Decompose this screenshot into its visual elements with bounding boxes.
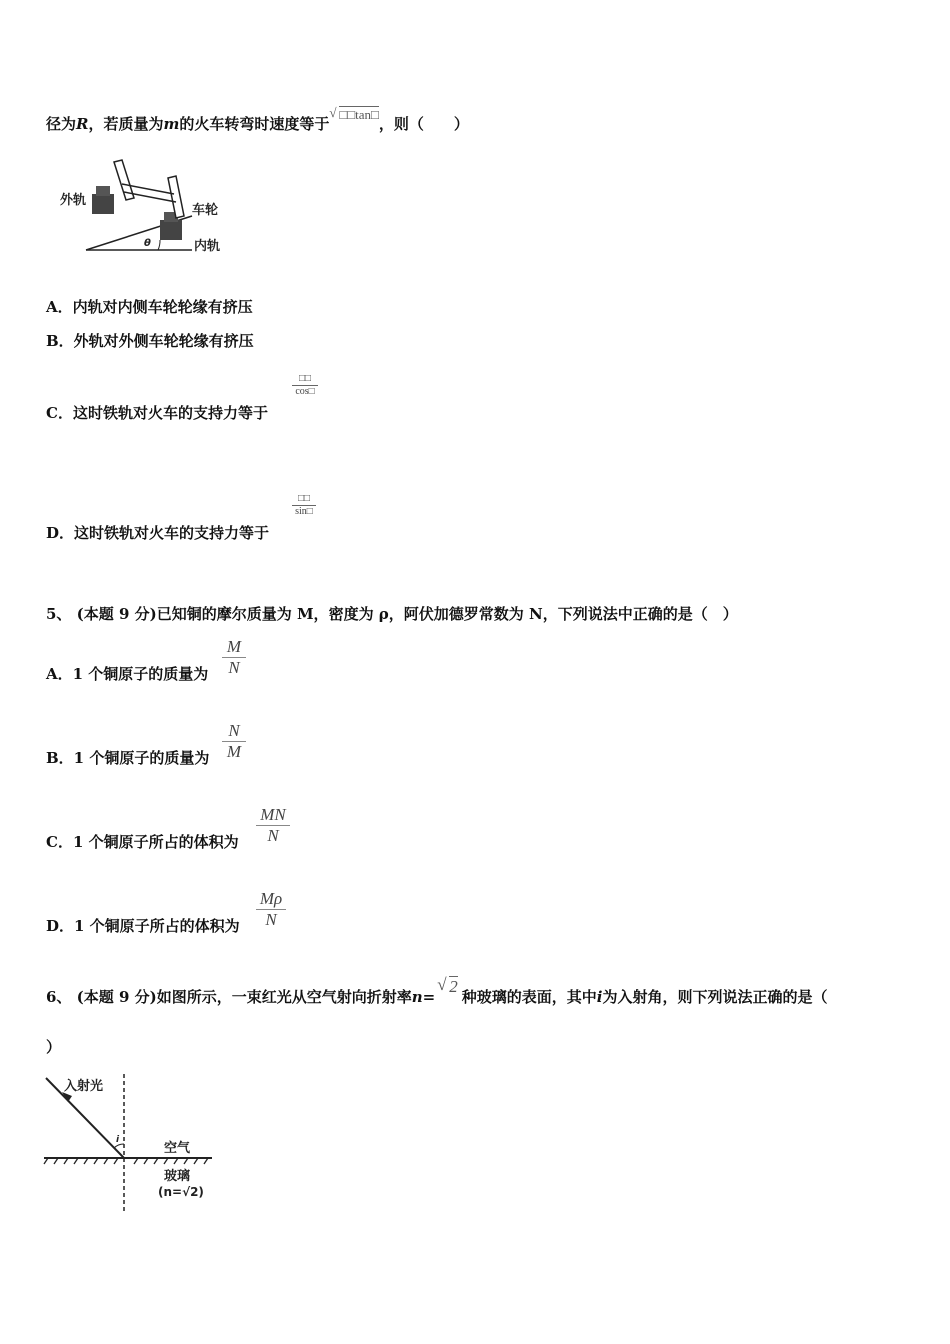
q4-option-d: D．这时铁轨对火车的支持力等于 [46, 524, 270, 542]
q6-sqrt2 [437, 977, 458, 997]
q4-var-R: R [76, 115, 89, 133]
q4-option-a: A．内轨对内侧车轮轮缘有挤压 [46, 298, 253, 316]
q4-sqrt-radicand: □□tan□ [339, 107, 379, 122]
label-incident-light: 入射光 [64, 1079, 104, 1094]
q4-sqrt-expression [329, 105, 378, 125]
q4-rail-figure [56, 158, 236, 258]
q5-b-denominator: M [226, 742, 242, 761]
q6-equals: = [422, 988, 436, 1006]
label-air: 空气 [164, 1141, 191, 1156]
q4-stem-mid1: ，若质量为 [88, 115, 164, 133]
outer-rail-head [96, 186, 110, 196]
q4-stem-suffix: ，则（ ） [378, 115, 469, 133]
outer-rail-block [92, 194, 114, 214]
q4-stem-mid2: 的火车转弯时速度等于 [179, 115, 330, 133]
q5-option-d: D．1 个铜原子所占的体积为 [46, 917, 240, 935]
q4-d-denominator: sin□ [295, 506, 313, 517]
label-outer-rail: 外轨 [60, 193, 87, 208]
inner-rail-block [160, 220, 182, 240]
q5-a-numerator: M [226, 637, 242, 656]
q6-stem [46, 975, 828, 1007]
q5-c-numerator: MN [260, 805, 286, 824]
label-refractive-index: (n=√2) [158, 1185, 204, 1199]
q6-stem-mid: 种玻璃的表面，其中 [461, 988, 597, 1006]
q6-sqrt-radicand: 2 [449, 977, 458, 996]
q5-option-c: C．1 个铜原子所占的体积为 [46, 833, 239, 851]
q4-option-d-fraction [292, 493, 316, 518]
q5-stem: 5、 (本题 9 分)已知铜的摩尔质量为 M，密度为 ρ，阿伏加德罗常数为 N，下列说法中正确的是（ ） [46, 605, 738, 623]
q4-c-numerator: □□ [298, 373, 312, 384]
q5-a-denominator: N [228, 658, 240, 677]
q5-c-denominator: N [267, 826, 279, 845]
label-glass: 玻璃 [164, 1169, 191, 1184]
sqrt-radical-icon: √ [329, 105, 337, 120]
q5-option-d-fraction [256, 889, 286, 930]
q5-option-a-fraction [222, 637, 246, 678]
sqrt-radical-icon: √ [437, 975, 447, 994]
angle-arc [158, 240, 160, 250]
q5-b-numerator: N [228, 721, 240, 740]
label-inner-rail: 内轨 [194, 239, 221, 254]
q5-option-b-fraction [222, 721, 246, 762]
q6-refraction-figure [42, 1068, 222, 1216]
q4-stem [46, 105, 469, 135]
q6-stem-prefix: 6、 (本题 9 分)如图所示，一束红光从空气射向折射率 [46, 988, 412, 1006]
q4-option-c-fraction [292, 373, 318, 398]
q6-stem-line2: ） [46, 1038, 62, 1056]
q4-option-c: C．这时铁轨对火车的支持力等于 [46, 404, 268, 422]
label-angle-i: i [116, 1135, 120, 1145]
q4-stem-prefix: 径为 [46, 115, 77, 133]
q6-stem-suffix: 为入射角，则下列说法正确的是（ [602, 988, 828, 1006]
q6-var-i: i [596, 988, 603, 1006]
q5-option-b: B．1 个铜原子的质量为 [46, 749, 210, 767]
q4-var-m: m [163, 115, 180, 133]
q5-option-a: A．1 个铜原子的质量为 [46, 665, 209, 683]
q6-var-n: n [411, 988, 423, 1006]
q4-c-denominator: cos□ [295, 386, 315, 397]
q5-option-c-fraction [256, 805, 290, 846]
q5-d-numerator: Mρ [259, 889, 283, 908]
q5-d-denominator: N [265, 910, 277, 929]
label-wheel: 车轮 [192, 203, 219, 218]
label-theta: θ [144, 238, 151, 249]
q4-d-numerator: □□ [297, 493, 311, 504]
q4-option-b: B．外轨对外侧车轮轮缘有挤压 [46, 332, 254, 350]
inner-wheel [168, 176, 184, 218]
